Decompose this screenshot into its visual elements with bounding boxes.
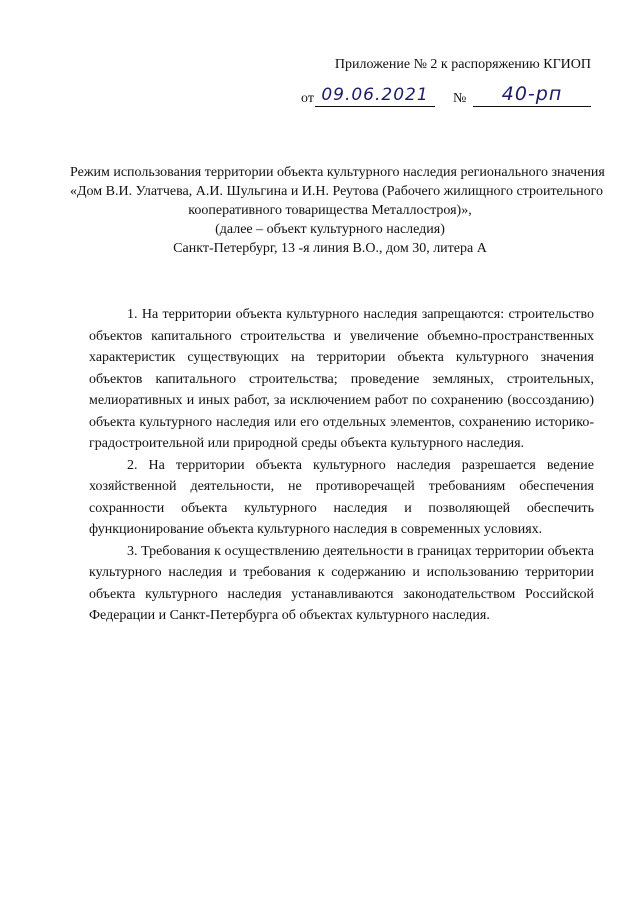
- order-from-label: от: [301, 91, 314, 106]
- title-line: (далее – объект культурного наследия): [215, 222, 445, 237]
- order-date-handwritten: 09.06.2021: [315, 84, 435, 107]
- document-title: [70, 163, 605, 258]
- paragraph-2: 2. На территории объекта культурного наследия разрешается ведение хозяйственной деятельности, не противоречащей требованиям обеспечения сохранности объекта культурного наследия и позволяющей обеспечить функционирование объекта культурного наследия в современных условиях.: [89, 457, 594, 537]
- document-body: [89, 304, 594, 627]
- order-number-handwritten: 40-рп: [473, 82, 591, 107]
- paragraph-3: 3. Требования к осуществлению деятельности в границах территории объекта культурного наследия и требования к содержанию и использованию территории объекта культурного наследия устанавливаются законодательством Российской Федерации и Санкт-Петербурга об объектах культурного наследия.: [89, 543, 594, 623]
- paragraph-1: 1. На территории объекта культурного наследия запрещаются: строительство объектов капитального строительства и увеличение объемно-пространственных характеристик существующих на территории объекта культурного значения объектов капитального строительства; проведение земляных, строительных, мелиоративных и иных работ, за исключением работ по сохранению (воссозданию) объекта культурного наследия или его отдельных элементов, сохранению историко-градостроительной или природной среды объекта культурного наследия.: [89, 307, 594, 451]
- title-line: «Дом В.И. Улатчева, А.И. Шульгина и И.Н. Реутова (Рабочего жилищного строительного: [70, 184, 604, 199]
- order-number-label: №: [453, 91, 467, 106]
- title-line: кооперативного товарищества Металлостроя)»,: [188, 203, 472, 218]
- title-line: Санкт-Петербург, 13 -я линия В.О., дом 30, литера А: [173, 241, 487, 256]
- order-reference: [301, 84, 591, 110]
- appendix-reference: Приложение № 2 к распоряжению КГИОП: [334, 57, 591, 72]
- title-line: Режим использования территории объекта культурного наследия регионального значения: [70, 165, 605, 180]
- appendix-header: [311, 56, 591, 74]
